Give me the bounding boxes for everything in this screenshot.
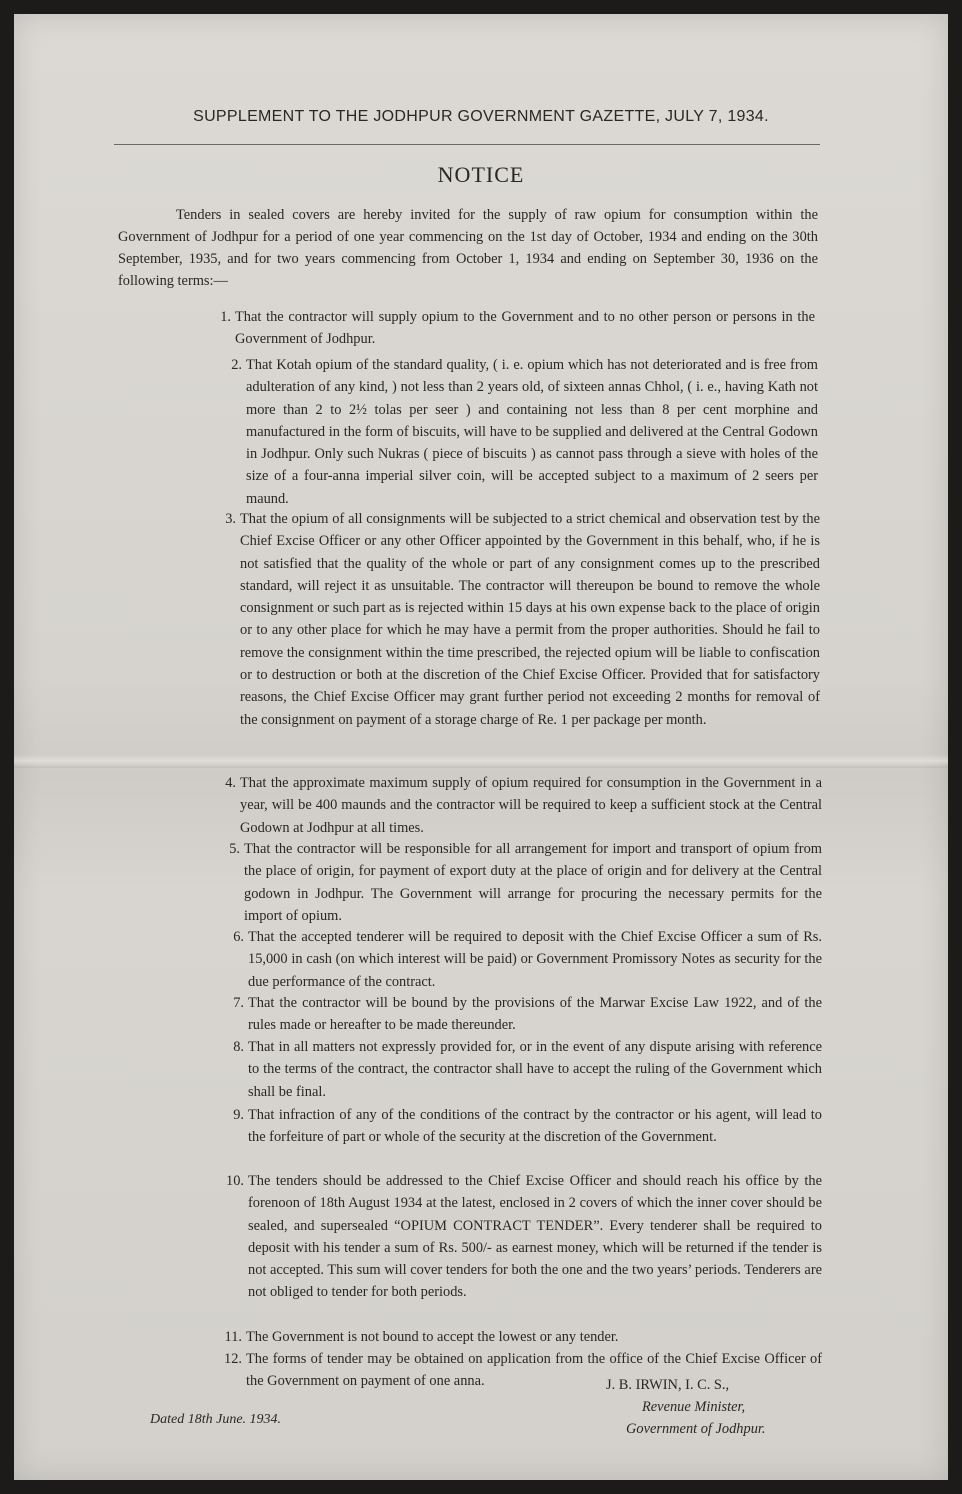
term-text: The forms of tender may be obtained on application from the office of the Chief Excise Officer of the Government on payment of one anna.: [246, 1351, 822, 1390]
term-text: That the approximate maximum supply of opium required for consumption in the Government in a year, will be 400 maunds and the contractor will be required to keep a sufficient stock at the Central Godown at Jodhpur at all times.: [240, 775, 822, 836]
term-9: [233, 1104, 822, 1149]
term-1: [220, 306, 815, 351]
intro-paragraph: Tenders in sealed covers are hereby invited for the supply of raw opium for consumption within the Government of Jodhpur for a period of one year commencing on the 1st day of October, 1934 and ending on the 30th September, 1935, and for two years commencing from October 1, 1934 and ending on September 30, 1936 on the following terms:—: [118, 207, 818, 289]
term-number: 6.: [233, 929, 244, 945]
term-8: [233, 1036, 822, 1103]
term-5: [229, 838, 822, 927]
term-number: 3.: [225, 511, 236, 527]
term-11: [224, 1326, 822, 1348]
term-text: The tenders should be addressed to the Chief Excise Officer and should reach his office by the forenoon of 18th August 1934 at the latest, enclosed in 2 covers of which the inner cover should be sealed, and supersealed “OPIUM CONTRACT TENDER”. Every tenderer shall be required to deposit with his tender a sum of Rs. 500/- as earnest money, which will be returned if the tender is not accepted. This sum will cover tenders for both the one and the two years’ periods. Tenderers are not obliged to tender for both periods.: [248, 1173, 822, 1301]
gazette-page: [14, 14, 948, 1480]
header-rule: [114, 144, 820, 145]
term-number: 4.: [225, 775, 236, 791]
term-text: That the accepted tenderer will be required to deposit with the Chief Excise Officer a sum of Rs. 15,000 in cash (on which interest will be paid) or Government Promissory Notes as security for the due performance of the contract.: [248, 929, 822, 990]
term-4: [225, 772, 822, 839]
term-text: That the opium of all consignments will be subjected to a strict chemical and observation test by the Chief Excise Officer or any other Officer appointed by the Government in this behalf, who, if he is not satisfied that the quality of the whole or part of any consignment comes up to the prescribed standard, will reject it as unsuitable. The contractor will thereupon be bound to remove the whole consignment or such part as is rejected within 15 days at his own expense back to the place of origin or to any other place for which he may have a permit from the proper authorities. Should he fail to remove the consignment within the time prescribed, the rejected opium will be liable to confiscation or to destruction or both at the discretion of the Chief Excise Officer. Provided that for satisfactory reasons, the Chief Excise Officer may grant further period not exceeding 2 months for removal of the consignment on payment of a storage charge of Re. 1 per package per month.: [240, 511, 820, 728]
term-number: 8.: [233, 1039, 244, 1055]
notice-title: NOTICE: [437, 162, 525, 187]
signature-block: [574, 1374, 824, 1440]
term-text: That the contractor will supply opium to the Government and to no other person or persons in the Government of Jodhpur.: [235, 309, 815, 348]
term-number: 12.: [224, 1351, 242, 1367]
term-2: [231, 354, 818, 510]
term-number: 1.: [220, 309, 231, 325]
term-number: 7.: [233, 995, 244, 1011]
term-text: That the contractor will be bound by the provisions of the Marwar Excise Law 1922, and of the rules made or hereafter to be made thereunder.: [248, 995, 822, 1034]
paper-fold: [14, 754, 948, 768]
term-text: That the contractor will be responsible for all arrangement for import and transport of opium from the place of origin, for payment of export duty at the place of origin and for delivery at the Central godown in Jodhpur. The Government will arrange for procuring the necessary permits for the import of opium.: [244, 841, 822, 924]
term-text: That in all matters not expressly provided for, or in the event of any dispute arising with reference to the terms of the contract, the contractor shall have to accept the ruling of the Government which shall be final.: [248, 1039, 822, 1100]
term-text: That infraction of any of the conditions of the contract by the contractor or his agent, will lead to the forfeiture of part or whole of the security at the discretion of the Government.: [248, 1107, 822, 1146]
term-text: That Kotah opium of the standard quality, ( i. e. opium which has not deteriorated and is free from adulteration of any kind, ) not less than 2 years old, of sixteen annas Chhol, ( i. e., having Kath not more than 2 to 2½ tolas per seer ) and containing not less than 8 per cent morphine and manufactured in the form of biscuits, will have to be supplied and delivered at the Central Godown in Jodhpur. Only such Nukras ( piece of biscuits ) as cannot pass through a sieve with holes of the size of a four-anna imperial silver coin, will be accepted subject to a maximum of 2 seers per maund.: [246, 357, 818, 507]
gazette-header: SUPPLEMENT TO THE JODHPUR GOVERNMENT GAZETTE, JULY 7, 1934.: [193, 108, 769, 125]
term-number: 9.: [233, 1107, 244, 1123]
term-3: [225, 508, 820, 731]
signatory-name: J. B. IRWIN, I. C. S.,: [606, 1377, 730, 1393]
term-number: 5.: [229, 841, 240, 857]
term-6: [233, 926, 822, 993]
dated-line: Dated 18th June. 1934.: [150, 1412, 282, 1427]
signatory-role: Revenue Minister,: [642, 1399, 746, 1415]
signatory-organization: Government of Jodhpur.: [626, 1421, 766, 1437]
term-number: 11.: [224, 1329, 242, 1345]
term-text: The Government is not bound to accept the lowest or any tender.: [246, 1329, 619, 1345]
term-7: [233, 992, 822, 1037]
term-number: 10.: [226, 1173, 244, 1189]
term-number: 2.: [231, 357, 242, 373]
term-10: [226, 1170, 822, 1304]
